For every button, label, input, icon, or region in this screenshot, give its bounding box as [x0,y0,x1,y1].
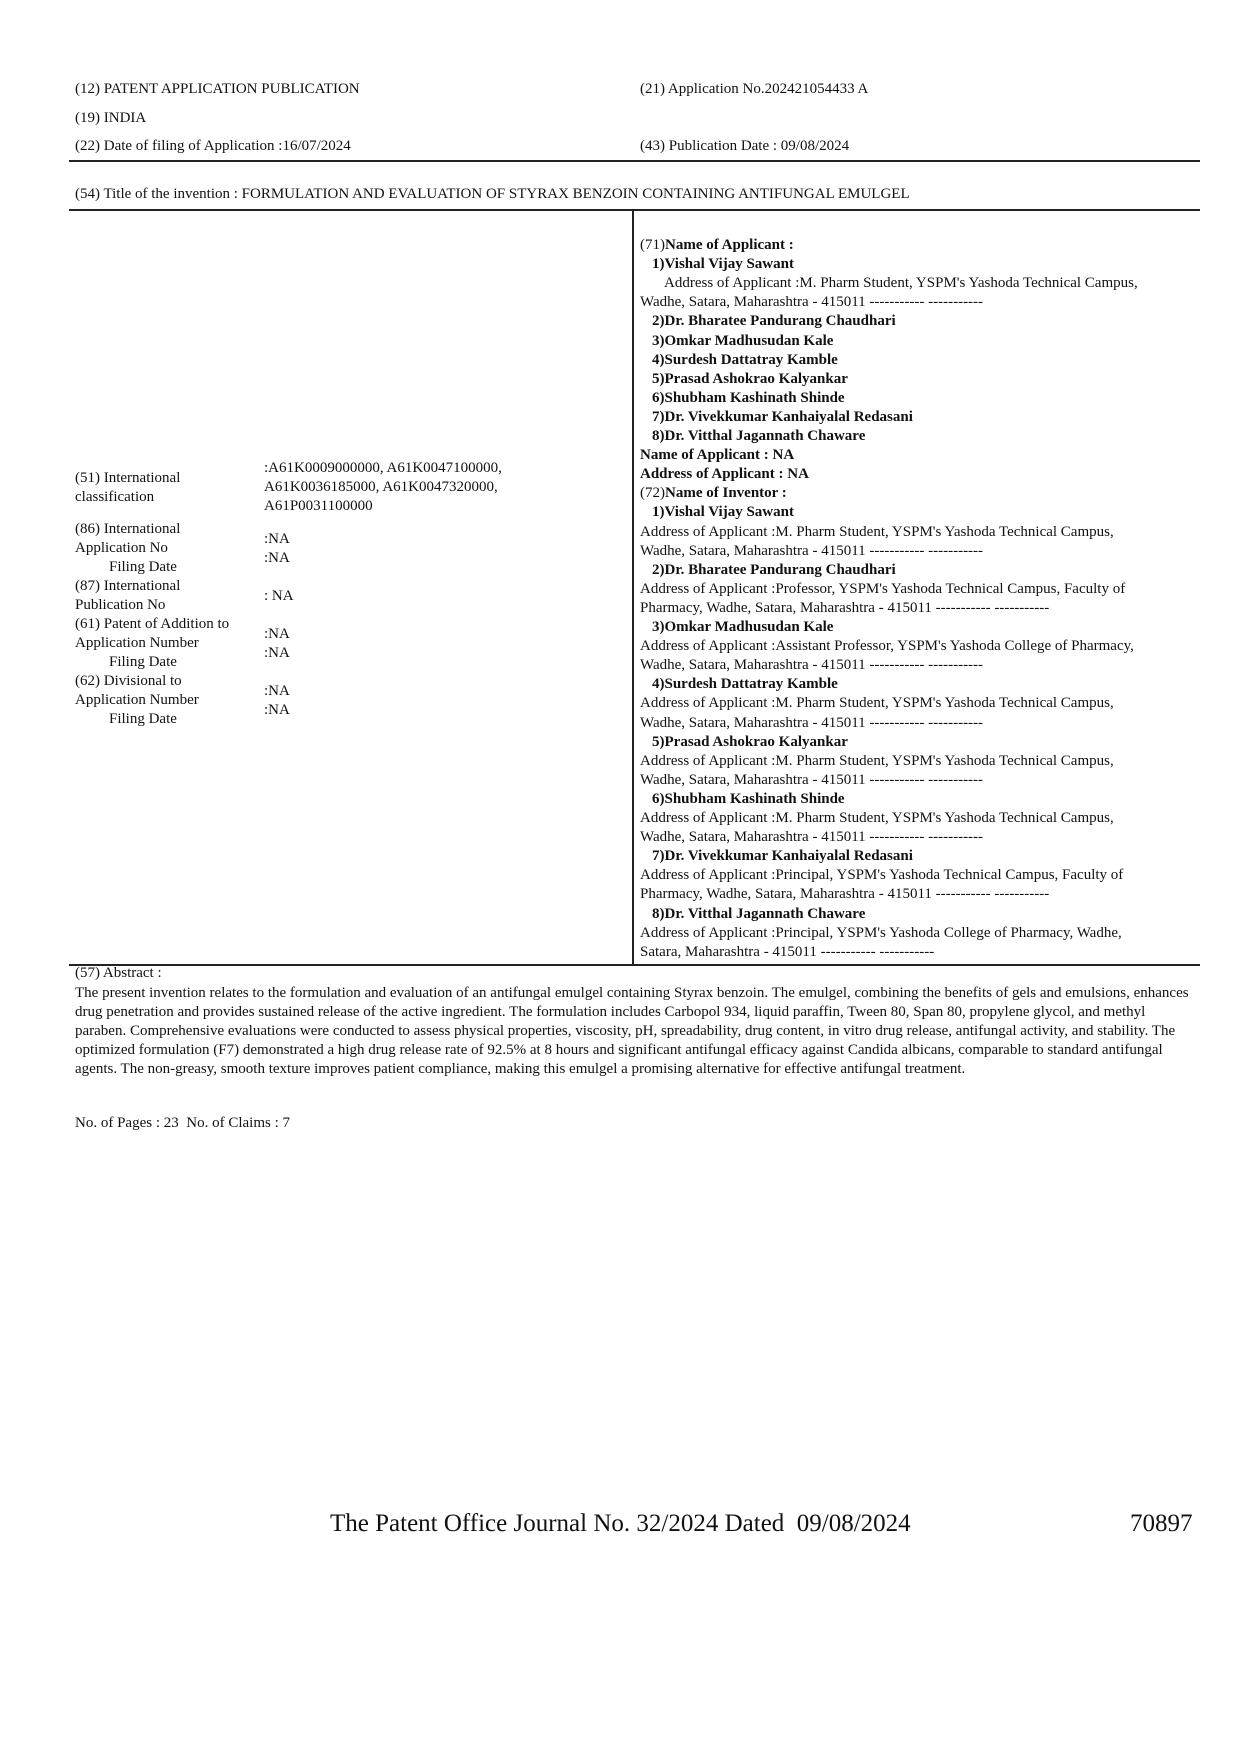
party-detail-line: Address of Applicant :M. Pharm Student, YSPM's Yashoda Technical Campus, [640,523,1114,540]
intl-app-value: :NA :NA [264,531,290,566]
party-name-line: 2)Dr. Bharatee Pandurang Chaudhari [652,313,896,330]
party-detail-line: Wadhe, Satara, Maharashtra - 415011 ----------- ----------- [640,771,984,788]
party-name-line: Name of Applicant : NA [640,447,795,464]
party-name-line: 3)Omkar Madhusudan Kale [652,332,834,349]
filing-date: (22) Date of filing of Application :16/07/2024 [75,138,351,154]
party-name-line: 7)Dr. Vivekkumar Kanhaiyalal Redasani [652,408,913,425]
party-detail-line: Address of Applicant :Professor, YSPM's Yashoda Technical Campus, Faculty of [640,580,1126,597]
abstract-text: The present invention relates to the formulation and evaluation of an antifungal emulgel containing Styrax benzoin. The emulgel, combining the benefits of gels and emulsions, enhances drug penetration and provides sustained release of the active ingredient. The formulation includes Carbopol 934, liquid paraffin, Tween 80, Span 80, propylene glycol, and methyl paraben. Comprehensive evaluations were conducted to assess physical properties, viscosity, pH, spreadability, drug content, in vitro drug release, antifungal activity, and stability. The optimized formulation (F7) demonstrated a high drug release rate of 92.5% at 8 hours and significant antifungal efficacy against Candida albicans, comparable to standard antifungal agents. The non-greasy, smooth texture improves patient compliance, making this emulgel a promising alternative for effective antifungal treatment. [75,985,1189,1077]
party-detail-line: Wadhe, Satara, Maharashtra - 415011 ----------- ----------- [640,542,984,559]
party-detail-line: Address of Applicant :M. Pharm Student, YSPM's Yashoda Technical Campus, [640,695,1114,712]
publication-type: (12) PATENT APPLICATION PUBLICATION [75,81,360,97]
party-name-line: Address of Applicant : NA [640,466,809,483]
party-detail-line: Address of Applicant :Principal, YSPM's Yashoda College of Pharmacy, Wadhe, [640,924,1122,941]
party-name-line: 1)Vishal Vijay Sawant [652,256,794,273]
party-name-line: 1)Vishal Vijay Sawant [652,504,794,521]
intl-pub-value: : NA [264,588,294,604]
abstract-label: (57) Abstract : [75,965,162,981]
title-divider [69,209,1200,211]
party-detail-line: Wadhe, Satara, Maharashtra - 415011 ----------- ----------- [640,829,984,846]
party-detail-line: Address of Applicant :M. Pharm Student, YSPM's Yashoda Technical Campus, [664,275,1138,292]
party-detail-line: (72)Name of Inventor : [640,485,787,502]
party-name-line: 2)Dr. Bharatee Pandurang Chaudhari [652,561,896,578]
party-detail-line: Satara, Maharashtra - 415011 ----------- ----------- [640,943,935,960]
column-divider [632,210,634,964]
divisional-value: :NA :NA [264,683,290,718]
addition-value: :NA :NA [264,626,290,661]
page-number: 70897 [1130,1510,1193,1537]
intl-class-value: :A61K0009000000, A61K0047100000, A61K0036185000, A61K0047320000, A61P0031100000 [264,460,502,514]
party-name-line: 6)Shubham Kashinath Shinde [652,790,845,807]
party-name-line: 6)Shubham Kashinath Shinde [652,389,845,406]
party-name-line: 7)Dr. Vivekkumar Kanhaiyalal Redasani [652,848,913,865]
party-detail-line: Address of Applicant :Assistant Professor, YSPM's Yashoda College of Pharmacy, [640,638,1134,655]
party-name-line: 8)Dr. Vitthal Jagannath Chaware [652,905,866,922]
application-number: (21) Application No.202421054433 A [640,81,869,97]
addition-label: (61) Patent of Addition to Application Number Filing Date [75,616,230,670]
intl-pub-label: (87) International Publication No [75,578,181,613]
body-divider [69,964,1200,966]
divisional-label: (62) Divisional to Application Number Filing Date [75,673,199,727]
party-name-line: 8)Dr. Vitthal Jagannath Chaware [652,428,866,444]
country: (19) INDIA [75,110,147,126]
party-name-line: 3)Omkar Madhusudan Kale [652,619,834,635]
party-name-line: 5)Prasad Ashokrao Kalyankar [652,733,848,750]
invention-title: (54) Title of the invention : FORMULATION AND EVALUATION OF STYRAX BENZOIN CONTAINING ANTIFUNGAL EMULGEL [75,186,910,202]
publication-date: (43) Publication Date : 09/08/2024 [640,138,850,154]
party-detail-line: (71)Name of Applicant : [640,237,794,253]
intl-class-label: (51) International classification [75,470,181,505]
party-detail-line: Address of Applicant :Principal, YSPM's Yashoda Technical Campus, Faculty of [640,867,1124,884]
header-divider [69,160,1200,162]
party-name-line: 4)Surdesh Dattatray Kamble [652,351,838,368]
party-detail-line: Wadhe, Satara, Maharashtra - 415011 ----------- ----------- [640,294,984,311]
party-name-line: 4)Surdesh Dattatray Kamble [652,676,838,693]
party-detail-line: Pharmacy, Wadhe, Satara, Maharashtra - 415011 ----------- ----------- [640,886,1050,903]
journal-footer: The Patent Office Journal No. 32/2024 Dated 09/08/2024 [330,1510,911,1537]
intl-app-label: (86) International Application No Filing Date [75,521,181,575]
party-detail-line: Wadhe, Satara, Maharashtra - 415011 ----------- ----------- [640,714,984,731]
party-detail-line: Address of Applicant :M. Pharm Student, YSPM's Yashoda Technical Campus, [640,810,1114,826]
party-detail-line: Pharmacy, Wadhe, Satara, Maharashtra - 415011 ----------- ----------- [640,599,1050,616]
party-detail-line: Wadhe, Satara, Maharashtra - 415011 ----------- ----------- [640,657,984,674]
page-claim-counts: No. of Pages : 23 No. of Claims : 7 [75,1115,290,1131]
party-name-line: 5)Prasad Ashokrao Kalyankar [652,370,848,387]
party-detail-line: Address of Applicant :M. Pharm Student, YSPM's Yashoda Technical Campus, [640,752,1114,769]
